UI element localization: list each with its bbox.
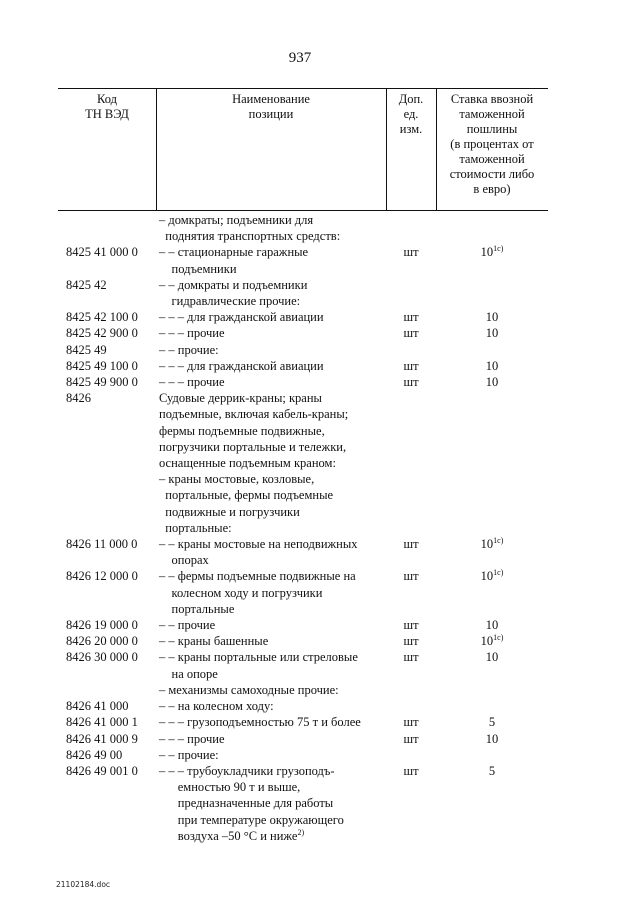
duty-rate: 10 [485,375,499,390]
hs-code: 8426 41 000 9 [66,731,138,746]
description-line: – – краны портальные или стреловые [159,650,358,665]
item-description [156,309,386,325]
header-name: Наименование позиции [232,92,310,121]
description-line: – – – для гражданской авиации [159,358,324,373]
description-line: – – краны мостовые на неподвижных [159,537,358,552]
description-line: – – домкраты и подъемники [159,277,308,292]
description-line: – – стационарные гаражные [159,245,309,260]
duty-rate: 5 [488,715,496,730]
table-row [58,568,548,617]
table-row [58,358,548,374]
description-line: подъемники [159,261,237,276]
hs-code: 8426 30 000 0 [66,650,138,665]
hs-code: 8425 42 [66,277,107,292]
description-line: – – – прочие [159,326,225,341]
description-line: оснащенные подъемным краном: [159,456,336,471]
item-description [156,747,386,763]
hs-code: 8426 19 000 0 [66,618,138,633]
table-row [58,471,548,536]
item-description [156,633,386,649]
footnote-marker: 1с) [493,568,504,578]
description-line: при температуре окружающего [159,812,344,827]
description-line: – – – для гражданской авиации [159,310,324,325]
table-row [58,682,548,698]
header-unit: Доп. ед. изм. [398,92,424,136]
description-line: опорах [159,553,209,568]
description-line: – – – грузоподъемностью 75 т и более [159,715,361,730]
table-row [58,277,548,309]
page-number: 937 [288,50,312,66]
hs-code: 8426 [66,391,91,406]
table-row [58,309,548,325]
item-description [156,698,386,714]
table-row [58,390,548,471]
item-description [156,617,386,633]
duty-rate: 10 [485,326,499,341]
description-line: колесном ходу и погрузчики [159,585,323,600]
unit: шт [403,326,419,341]
duty-rate: 10 [485,310,499,325]
table-row [58,374,548,390]
item-description [156,374,386,390]
item-description [156,682,386,698]
hs-code: 8425 42 100 0 [66,310,138,325]
description-line: поднятия транспортных средств: [159,229,341,244]
file-name: 21102184.doc [56,880,111,889]
tariff-table [58,88,548,844]
footnote-marker: 2) [297,827,305,837]
duty-rate: $10^{1с)}$ [480,244,504,260]
item-description [156,714,386,730]
item-description [156,568,386,617]
unit: шт [403,537,419,552]
item-description [156,649,386,681]
unit: шт [403,618,419,633]
table-row [58,649,548,681]
description-line: – – – прочие [159,375,225,390]
duty-rate: 10 [485,650,499,665]
description-line: фермы подъемные подвижные, [159,423,325,438]
table-row [58,633,548,649]
description-line: Судовые деррик-краны; краны [159,391,322,406]
description-line: – домкраты; подъемники для [159,213,314,227]
description-line: – – прочие: [159,342,219,357]
duty-rate: $10^{1с)}$ [480,568,504,584]
hs-code: 8425 41 000 0 [66,245,138,260]
header-code: Код ТН ВЭД [85,92,129,121]
table-row [58,747,548,763]
hs-code: 8426 41 000 [66,699,129,714]
unit: шт [403,375,419,390]
duty-rate: 10 [485,618,499,633]
description-line: предназначенные для работы [159,796,334,811]
unit: шт [403,358,419,373]
hs-code: 8426 41 000 1 [66,715,138,730]
unit: шт [403,715,419,730]
duty-rate: $10^{1с)}$ [480,535,504,552]
description-line: – – – трубоукладчики грузоподъ- [159,763,335,778]
description-line: портальные [159,601,235,616]
description-line: – – прочие [159,618,216,633]
description-line: – – краны башенные [159,634,269,649]
hs-code: 8426 11 000 0 [66,537,138,552]
description-line: портальные, фермы подъемные [159,488,334,503]
unit: шт [403,763,419,778]
footnote-marker: 1с) [493,535,504,545]
item-description [156,212,386,244]
hs-code: 8425 49 100 0 [66,358,138,373]
hs-code: 8426 20 000 0 [66,634,138,649]
item-description [156,536,386,568]
item-description [156,325,386,341]
hs-code: 8426 12 000 0 [66,569,138,584]
hs-code: 8425 49 900 0 [66,375,138,390]
item-description [156,390,386,471]
duty-rate: 10 [485,731,499,746]
table-row [58,342,548,358]
item-description [156,731,386,747]
hs-code: 8425 42 900 0 [66,326,138,341]
description-line: – – фермы подъемные подвижные на [159,569,356,584]
unit: шт [403,634,419,649]
description-line: портальные: [159,520,232,535]
description-line: подъемные, включая кабель-краны; [159,407,349,422]
description-line: – – – прочие [159,731,225,746]
table-row [58,325,548,341]
duty-rate: 10 [485,358,499,373]
unit: шт [403,245,419,260]
item-description [156,244,386,276]
description-line: емностью 90 т и выше, [159,780,301,795]
description-line: гидравлические прочие: [159,294,301,309]
table-body [58,211,548,844]
item-description [156,471,386,536]
footnote-marker: 1с) [493,244,504,254]
unit: шт [403,731,419,746]
description-line: подвижные и погрузчики [159,504,300,519]
hs-code: 8425 49 [66,342,107,357]
unit: шт [403,569,419,584]
table-row [58,617,548,633]
description-line: – – на колесном ходу: [159,699,274,714]
table-header [58,88,548,211]
description-line: погрузчики портальные и тележки, [159,439,347,454]
table-row [58,244,548,276]
table-row [58,763,548,844]
table-row [58,714,548,730]
hs-code: 8426 49 001 0 [66,763,138,778]
duty-rate: 5 [488,763,496,778]
duty-rate: $10^{1с)}$ [480,633,504,649]
table-row [58,731,548,747]
item-description [156,342,386,358]
hs-code: 8426 49 00 [66,747,123,762]
description-line: – – прочие: [159,747,219,762]
table-row [58,212,548,244]
unit: шт [403,310,419,325]
item-description [156,763,386,844]
table-row [58,536,548,568]
description-line: – механизмы самоходные прочие: [159,682,339,697]
description-line: воздуха –50 °С и ниже$^{2)}$ [159,827,305,843]
item-description [156,277,386,309]
table-row [58,698,548,714]
footnote-marker: 1с) [493,633,504,643]
description-line: на опоре [159,666,218,681]
description-line: – краны мостовые, козловые, [159,472,315,487]
unit: шт [403,650,419,665]
header-rate: Ставка ввозной таможенной пошлины (в процентах от таможенной стоимости либо в евро) [449,92,535,196]
item-description [156,358,386,374]
